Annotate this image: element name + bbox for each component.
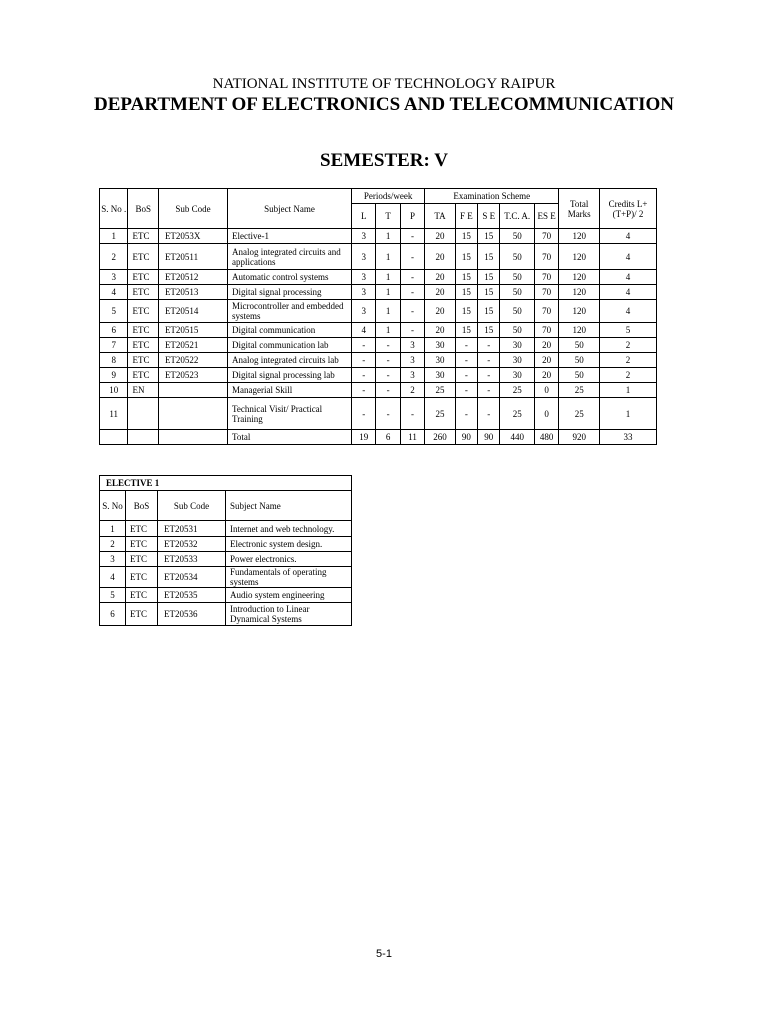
cell-sno: 5 (100, 300, 128, 323)
elective-cell-sno: 1 (100, 521, 126, 537)
cell-ta: 20 (425, 244, 455, 270)
cell-sno: 4 (100, 285, 128, 300)
cell-sub-code: ET20511 (158, 244, 227, 270)
cell-l: 3 (352, 244, 376, 270)
elective-cell-sub-code: ET20531 (158, 521, 226, 537)
cell-ta: 20 (425, 300, 455, 323)
cell-tca: 30 (500, 353, 535, 368)
cell-bos: EN (128, 383, 158, 398)
elective-row (100, 537, 352, 552)
cell-credits: 1 (600, 383, 657, 398)
header-periods-week: Periods/week (352, 189, 425, 204)
cell-sno: 3 (100, 270, 128, 285)
header-exam-scheme: Examination Scheme (425, 189, 559, 204)
cell-subject-name: Managerial Skill (228, 383, 352, 398)
cell-l: - (352, 368, 376, 383)
cell-l: 3 (352, 270, 376, 285)
cell-ta: 30 (425, 368, 455, 383)
cell-ta: 260 (425, 430, 455, 445)
cell-tca: 440 (500, 430, 535, 445)
cell-ese: 70 (534, 270, 558, 285)
cell-t: 1 (376, 285, 400, 300)
cell-ta: 25 (425, 383, 455, 398)
cell-t: - (376, 398, 400, 430)
cell-t: 6 (376, 430, 400, 445)
elective-cell-sub-code: ET20532 (158, 537, 226, 552)
elective-header-sno: S. No (100, 491, 126, 521)
cell-t: 1 (376, 323, 400, 338)
elective-cell-bos: ETC (126, 588, 158, 603)
cell-credits: 4 (600, 229, 657, 244)
cell-tca: 50 (500, 270, 535, 285)
cell-subject-name: Elective-1 (228, 229, 352, 244)
cell-bos: ETC (128, 300, 158, 323)
cell-bos: ETC (128, 229, 158, 244)
header-fe: F E (455, 204, 477, 229)
cell-ese: 20 (534, 338, 558, 353)
cell-t: 1 (376, 229, 400, 244)
cell-sno: 10 (100, 383, 128, 398)
cell-ese: 20 (534, 368, 558, 383)
elective-header-sub-code: Sub Code (158, 491, 226, 521)
elective-cell-subject-name: Power electronics. (226, 552, 352, 567)
cell-credits: 4 (600, 285, 657, 300)
table-row (100, 398, 657, 430)
cell-total-marks: 120 (559, 270, 600, 285)
header-sno: S. No . (100, 189, 128, 229)
header-tca: T.C. A. (500, 204, 535, 229)
cell-ese: 20 (534, 353, 558, 368)
cell-se: - (478, 353, 500, 368)
header-bos: BoS (128, 189, 158, 229)
cell-l: 3 (352, 229, 376, 244)
header-l: L (352, 204, 376, 229)
cell-total-marks: 120 (559, 323, 600, 338)
cell-fe: 15 (455, 285, 477, 300)
cell-total-marks: 120 (559, 285, 600, 300)
cell-credits: 2 (600, 368, 657, 383)
cell-sub-code: ET20523 (158, 368, 227, 383)
cell-credits: 2 (600, 338, 657, 353)
cell-fe: 15 (455, 270, 477, 285)
cell-tca: 50 (500, 244, 535, 270)
header-se: S E (478, 204, 500, 229)
cell-ta: 30 (425, 338, 455, 353)
elective-cell-sub-code: ET20536 (158, 603, 226, 626)
header-sub-code: Sub Code (158, 189, 227, 229)
cell-t: - (376, 338, 400, 353)
department-title: DEPARTMENT OF ELECTRONICS AND TELECOMMUNICATION (94, 94, 674, 115)
cell-subject-name: Automatic control systems (228, 270, 352, 285)
cell-total-marks: 120 (559, 300, 600, 323)
elective-cell-sub-code: ET20535 (158, 588, 226, 603)
cell-se: - (478, 398, 500, 430)
cell-ese: 70 (534, 285, 558, 300)
cell-total-marks: 25 (559, 398, 600, 430)
cell-tca: 30 (500, 338, 535, 353)
cell-ese: 0 (534, 383, 558, 398)
cell-sub-code: ET20522 (158, 353, 227, 368)
cell-ta: 20 (425, 323, 455, 338)
header-ta: TA (425, 204, 455, 229)
cell-subject-name: Analog integrated circuits lab (228, 353, 352, 368)
cell-sub-code: ET2053X (158, 229, 227, 244)
cell-t: 1 (376, 300, 400, 323)
cell-se: 15 (478, 300, 500, 323)
table-row (100, 270, 657, 285)
header-p: P (400, 204, 424, 229)
elective-cell-bos: ETC (126, 537, 158, 552)
cell-bos: ETC (128, 323, 158, 338)
elective-table (99, 475, 352, 626)
cell-l: - (352, 383, 376, 398)
cell-sub-code (158, 430, 227, 445)
cell-p: - (400, 398, 424, 430)
cell-subject-name: Microcontroller and embedded systems (228, 300, 352, 323)
cell-credits: 5 (600, 323, 657, 338)
cell-ese: 70 (534, 323, 558, 338)
cell-credits: 2 (600, 353, 657, 368)
cell-fe: 15 (455, 300, 477, 323)
cell-fe: 15 (455, 323, 477, 338)
cell-subject-name: Analog integrated circuits and applications (228, 244, 352, 270)
cell-se: 15 (478, 285, 500, 300)
table-row (100, 323, 657, 338)
cell-se: - (478, 338, 500, 353)
cell-credits: 4 (600, 270, 657, 285)
table-row (100, 368, 657, 383)
elective-cell-subject-name: Introduction to Linear Dynamical Systems (226, 603, 352, 626)
cell-p: - (400, 323, 424, 338)
cell-p: - (400, 229, 424, 244)
cell-credits: 33 (600, 430, 657, 445)
elective-row (100, 588, 352, 603)
cell-sno (100, 430, 128, 445)
cell-credits: 4 (600, 244, 657, 270)
elective-cell-bos: ETC (126, 603, 158, 626)
elective-row (100, 521, 352, 537)
elective-row (100, 552, 352, 567)
cell-sub-code: ET20521 (158, 338, 227, 353)
cell-credits: 1 (600, 398, 657, 430)
cell-total-marks: 25 (559, 383, 600, 398)
cell-bos: ETC (128, 338, 158, 353)
header-t: T (376, 204, 400, 229)
table-row (100, 353, 657, 368)
cell-sno: 7 (100, 338, 128, 353)
cell-total-marks: 50 (559, 338, 600, 353)
cell-bos: ETC (128, 244, 158, 270)
cell-fe: 90 (455, 430, 477, 445)
total-row (100, 430, 657, 445)
elective-cell-sub-code: ET20533 (158, 552, 226, 567)
cell-subject-name: Digital signal processing (228, 285, 352, 300)
cell-bos: ETC (128, 285, 158, 300)
header-total-marks: Total Marks (559, 189, 600, 229)
cell-fe: 15 (455, 229, 477, 244)
cell-total-marks: 920 (559, 430, 600, 445)
cell-se: 15 (478, 270, 500, 285)
table-row (100, 229, 657, 244)
cell-t: - (376, 353, 400, 368)
cell-p: - (400, 300, 424, 323)
table-row (100, 338, 657, 353)
cell-total-marks: 50 (559, 368, 600, 383)
elective-cell-sno: 4 (100, 567, 126, 588)
cell-fe: 15 (455, 244, 477, 270)
cell-bos (128, 398, 158, 430)
elective-row (100, 603, 352, 626)
elective-cell-bos: ETC (126, 552, 158, 567)
cell-sub-code: ET20515 (158, 323, 227, 338)
cell-ta: 30 (425, 353, 455, 368)
cell-tca: 50 (500, 229, 535, 244)
cell-t: - (376, 383, 400, 398)
elective-cell-subject-name: Fundamentals of operating systems (226, 567, 352, 588)
cell-se: 15 (478, 323, 500, 338)
cell-se: - (478, 368, 500, 383)
cell-total-marks: 50 (559, 353, 600, 368)
cell-subject-name: Digital communication (228, 323, 352, 338)
table-row (100, 285, 657, 300)
cell-sno: 8 (100, 353, 128, 368)
elective-rows (100, 521, 352, 626)
header-ese: ES E (534, 204, 558, 229)
cell-tca: 30 (500, 368, 535, 383)
cell-fe: - (455, 338, 477, 353)
institute-name: NATIONAL INSTITUTE OF TECHNOLOGY RAIPUR (212, 76, 556, 92)
cell-p: 3 (400, 353, 424, 368)
cell-t: 1 (376, 244, 400, 270)
cell-bos: ETC (128, 270, 158, 285)
cell-subject-name: Technical Visit/ Practical Training (228, 398, 352, 430)
course-rows (100, 229, 657, 445)
cell-bos: ETC (128, 353, 158, 368)
elective-cell-sub-code: ET20534 (158, 567, 226, 588)
table-row (100, 383, 657, 398)
cell-sub-code: ET20513 (158, 285, 227, 300)
elective-row (100, 567, 352, 588)
cell-sub-code: ET20512 (158, 270, 227, 285)
elective-cell-subject-name: Electronic system design. (226, 537, 352, 552)
cell-sno: 1 (100, 229, 128, 244)
cell-tca: 25 (500, 383, 535, 398)
cell-t: - (376, 368, 400, 383)
cell-ese: 70 (534, 229, 558, 244)
cell-l: 4 (352, 323, 376, 338)
cell-sno: 11 (100, 398, 128, 430)
elective-cell-bos: ETC (126, 521, 158, 537)
cell-tca: 50 (500, 285, 535, 300)
elective-cell-sno: 6 (100, 603, 126, 626)
cell-l: - (352, 398, 376, 430)
cell-p: - (400, 270, 424, 285)
cell-bos: ETC (128, 368, 158, 383)
cell-l: 19 (352, 430, 376, 445)
cell-se: 15 (478, 229, 500, 244)
cell-total-marks: 120 (559, 229, 600, 244)
cell-subject-name: Total (228, 430, 352, 445)
elective-title: ELECTIVE 1 (100, 476, 352, 491)
cell-sno: 9 (100, 368, 128, 383)
cell-tca: 50 (500, 323, 535, 338)
cell-tca: 25 (500, 398, 535, 430)
header-credits: Credits L+(T+P)/ 2 (600, 189, 657, 229)
cell-fe: - (455, 353, 477, 368)
cell-ta: 20 (425, 229, 455, 244)
elective-cell-sno: 2 (100, 537, 126, 552)
elective-header-subject-name: Subject Name (226, 491, 352, 521)
cell-ta: 20 (425, 270, 455, 285)
cell-sub-code: ET20514 (158, 300, 227, 323)
cell-tca: 50 (500, 300, 535, 323)
elective-cell-subject-name: Audio system engineering (226, 588, 352, 603)
cell-p: 11 (400, 430, 424, 445)
elective-header-bos: BoS (126, 491, 158, 521)
cell-l: - (352, 338, 376, 353)
cell-bos (128, 430, 158, 445)
cell-fe: - (455, 398, 477, 430)
cell-p: 3 (400, 368, 424, 383)
cell-ese: 70 (534, 300, 558, 323)
elective-cell-sno: 3 (100, 552, 126, 567)
cell-fe: - (455, 383, 477, 398)
cell-subject-name: Digital signal processing lab (228, 368, 352, 383)
semester-heading: SEMESTER: V (320, 150, 448, 171)
header-subject-name: Subject Name (228, 189, 352, 229)
cell-p: 2 (400, 383, 424, 398)
page-number: 5-1 (376, 948, 392, 960)
cell-sub-code (158, 398, 227, 430)
elective-cell-sno: 5 (100, 588, 126, 603)
cell-sno: 2 (100, 244, 128, 270)
semester-course-table (99, 188, 657, 445)
elective-cell-bos: ETC (126, 567, 158, 588)
cell-ese: 480 (534, 430, 558, 445)
elective-cell-subject-name: Internet and web technology. (226, 521, 352, 537)
cell-l: 3 (352, 300, 376, 323)
cell-ta: 25 (425, 398, 455, 430)
cell-ese: 0 (534, 398, 558, 430)
cell-se: 15 (478, 244, 500, 270)
cell-p: 3 (400, 338, 424, 353)
cell-sub-code (158, 383, 227, 398)
cell-total-marks: 120 (559, 244, 600, 270)
cell-sno: 6 (100, 323, 128, 338)
cell-fe: - (455, 368, 477, 383)
cell-se: - (478, 383, 500, 398)
cell-p: - (400, 285, 424, 300)
cell-credits: 4 (600, 300, 657, 323)
cell-ta: 20 (425, 285, 455, 300)
cell-t: 1 (376, 270, 400, 285)
cell-l: - (352, 353, 376, 368)
table-row (100, 244, 657, 270)
cell-p: - (400, 244, 424, 270)
cell-ese: 70 (534, 244, 558, 270)
cell-l: 3 (352, 285, 376, 300)
table-row (100, 300, 657, 323)
cell-subject-name: Digital communication lab (228, 338, 352, 353)
cell-se: 90 (478, 430, 500, 445)
